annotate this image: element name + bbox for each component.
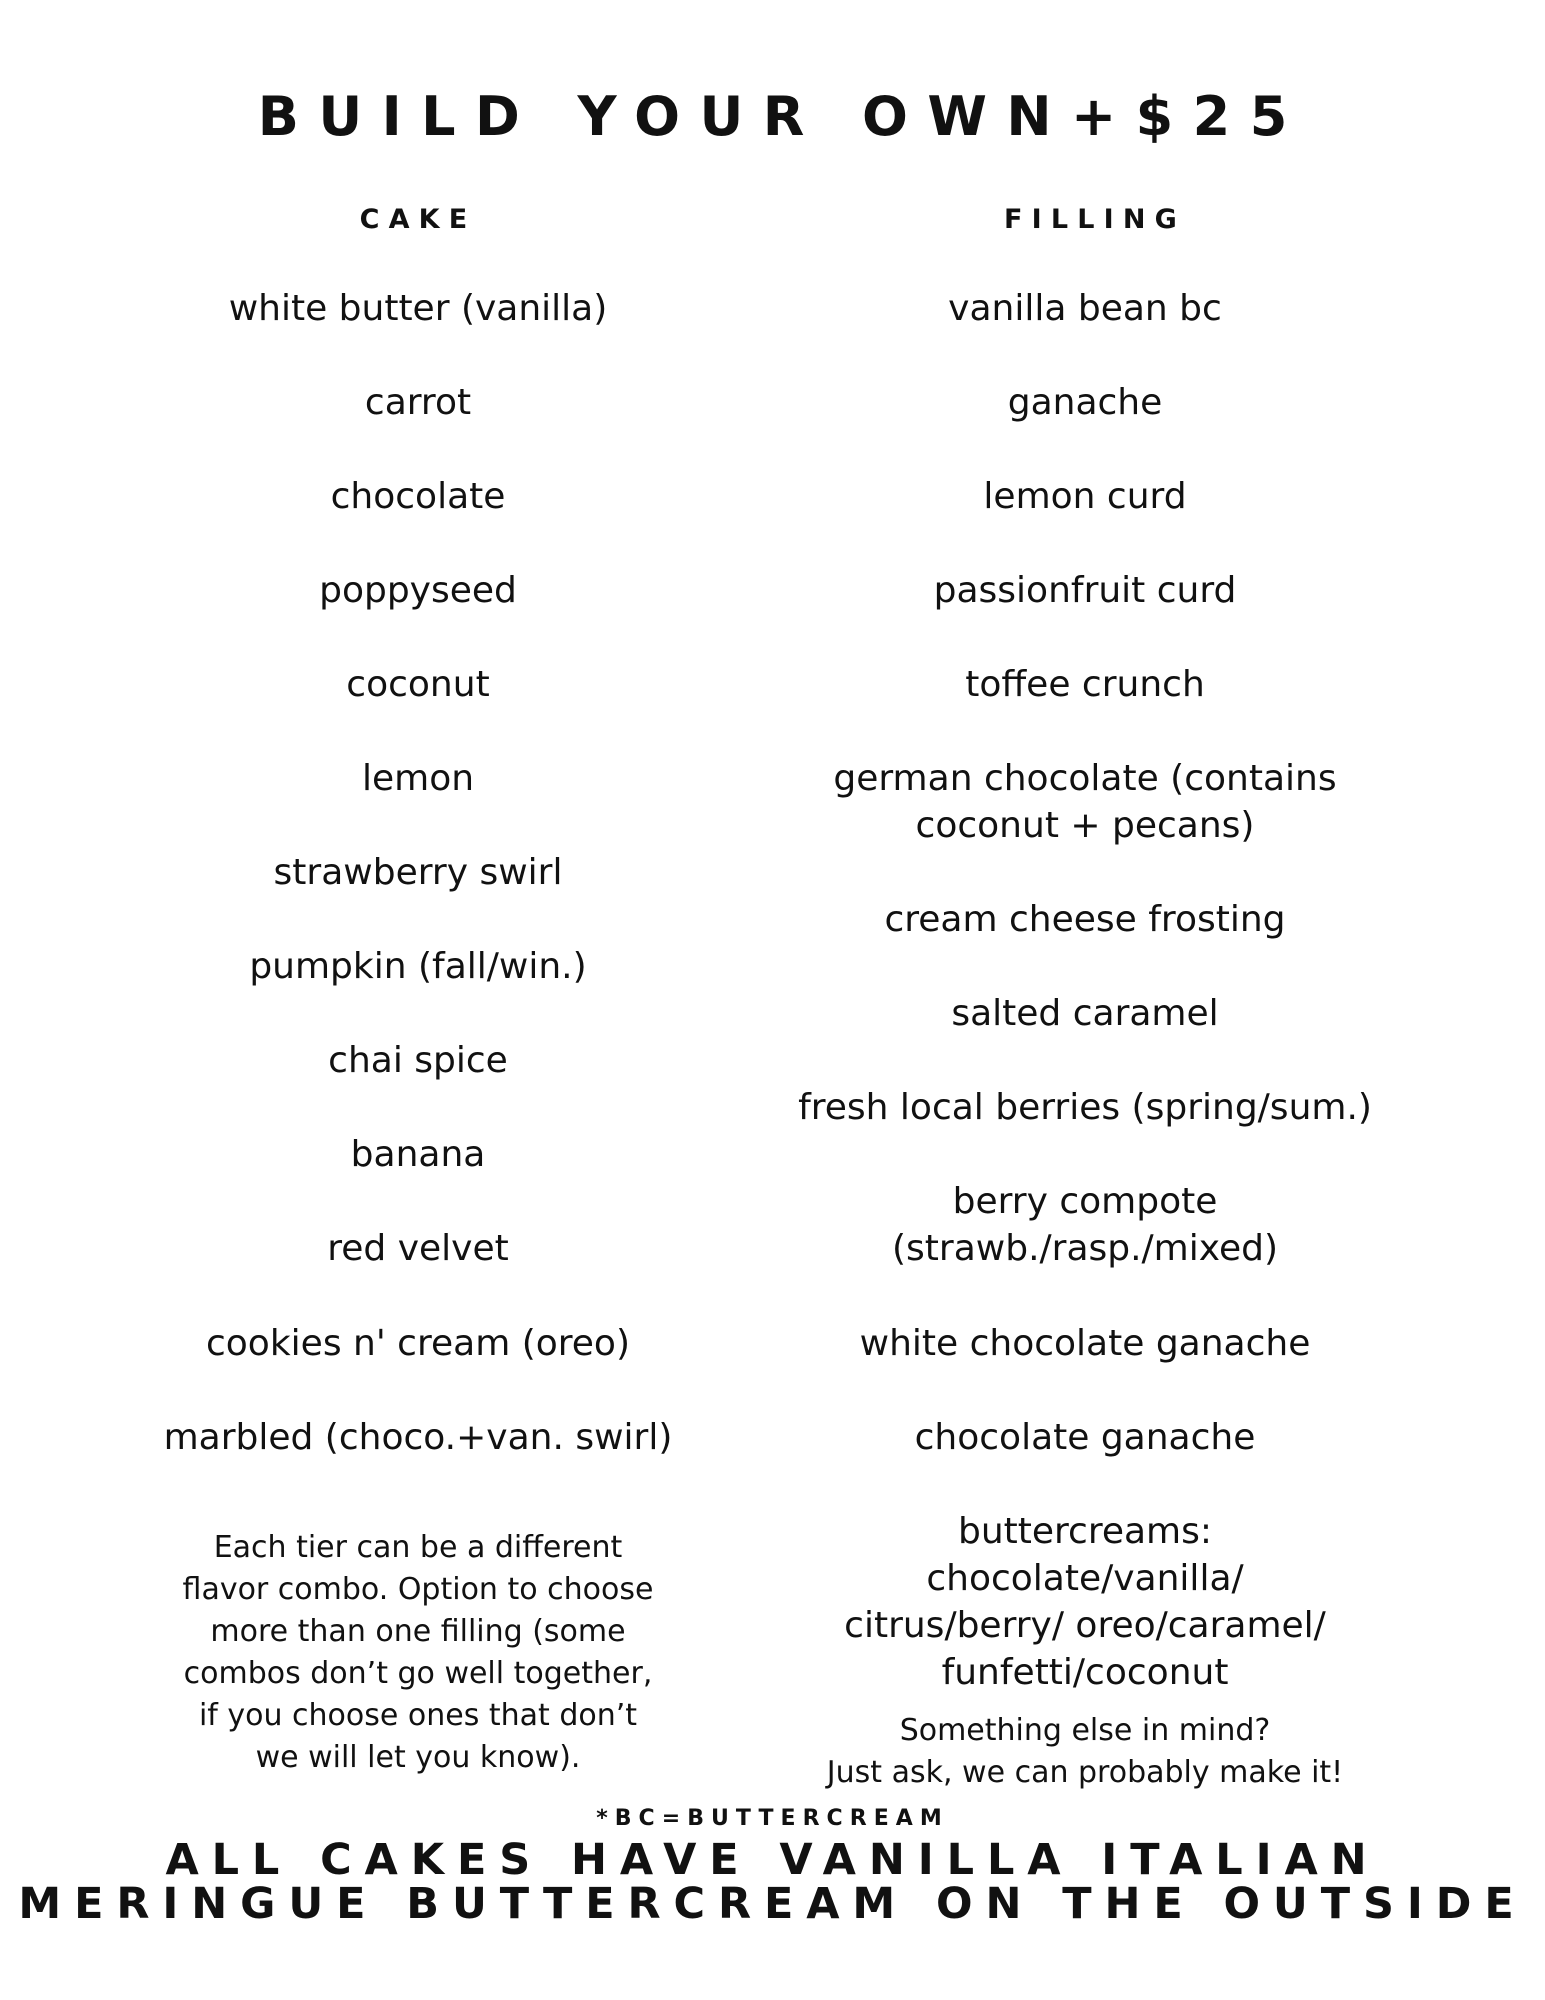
cake-item: strawberry swirl bbox=[273, 852, 563, 893]
filling-column-header: FILLING bbox=[1004, 204, 1186, 235]
filling-item: german chocolate (contains coconut + pecans) bbox=[833, 758, 1337, 846]
filling-item: buttercreams: chocolate/vanilla/ citrus/berry/ oreo/caramel/ funfetti/coconut bbox=[844, 1511, 1326, 1693]
cake-item: chocolate bbox=[330, 476, 506, 517]
cake-item: white butter (vanilla) bbox=[228, 288, 608, 329]
cake-item: cookies n' cream (oreo) bbox=[205, 1323, 631, 1364]
filling-item: passionfruit curd bbox=[933, 570, 1237, 611]
cake-item: marbled (choco.+van. swirl) bbox=[163, 1417, 673, 1458]
filling-item: berry compote (strawb./rasp./mixed) bbox=[892, 1181, 1278, 1269]
filling-item: toffee crunch bbox=[965, 664, 1205, 705]
cake-item: banana bbox=[350, 1134, 486, 1175]
cake-item: coconut bbox=[346, 664, 490, 705]
filling-item: white chocolate ganache bbox=[859, 1323, 1311, 1364]
filling-item: salted caramel bbox=[951, 993, 1219, 1034]
filling-item: fresh local berries (spring/sum.) bbox=[798, 1087, 1372, 1128]
cake-item: lemon bbox=[361, 758, 475, 799]
tier-flavor-note: Each tier can be a different flavor combo. Option to choose more than one filling (some combos don’t go well together, if you choose ones that don’t we will let you know). bbox=[182, 1530, 654, 1775]
page-title: BUILD YOUR OWN+$25 bbox=[257, 85, 1307, 148]
outside-frosting-footer: ALL CAKES HAVE VANILLA ITALIAN MERINGUE BUTTERCREAM ON THE OUTSIDE bbox=[18, 1835, 1527, 1929]
cake-item: chai spice bbox=[328, 1040, 508, 1081]
filling-item: lemon curd bbox=[983, 476, 1187, 517]
cake-item: pumpkin (fall/win.) bbox=[249, 946, 587, 987]
abbreviation-note: *BC=BUTTERCREAM bbox=[596, 1806, 949, 1831]
cake-item: carrot bbox=[364, 382, 472, 423]
cake-item: red velvet bbox=[327, 1228, 509, 1269]
filling-item: cream cheese frosting bbox=[884, 899, 1286, 940]
cake-column-header: CAKE bbox=[359, 204, 477, 235]
cake-item: poppyseed bbox=[319, 570, 517, 611]
filling-item: ganache bbox=[1007, 382, 1163, 423]
custom-request-note: Something else in mind? Just ask, we can probably make it! bbox=[826, 1713, 1344, 1790]
filling-item: vanilla bean bc bbox=[948, 288, 1222, 329]
filling-item: chocolate ganache bbox=[914, 1417, 1256, 1458]
